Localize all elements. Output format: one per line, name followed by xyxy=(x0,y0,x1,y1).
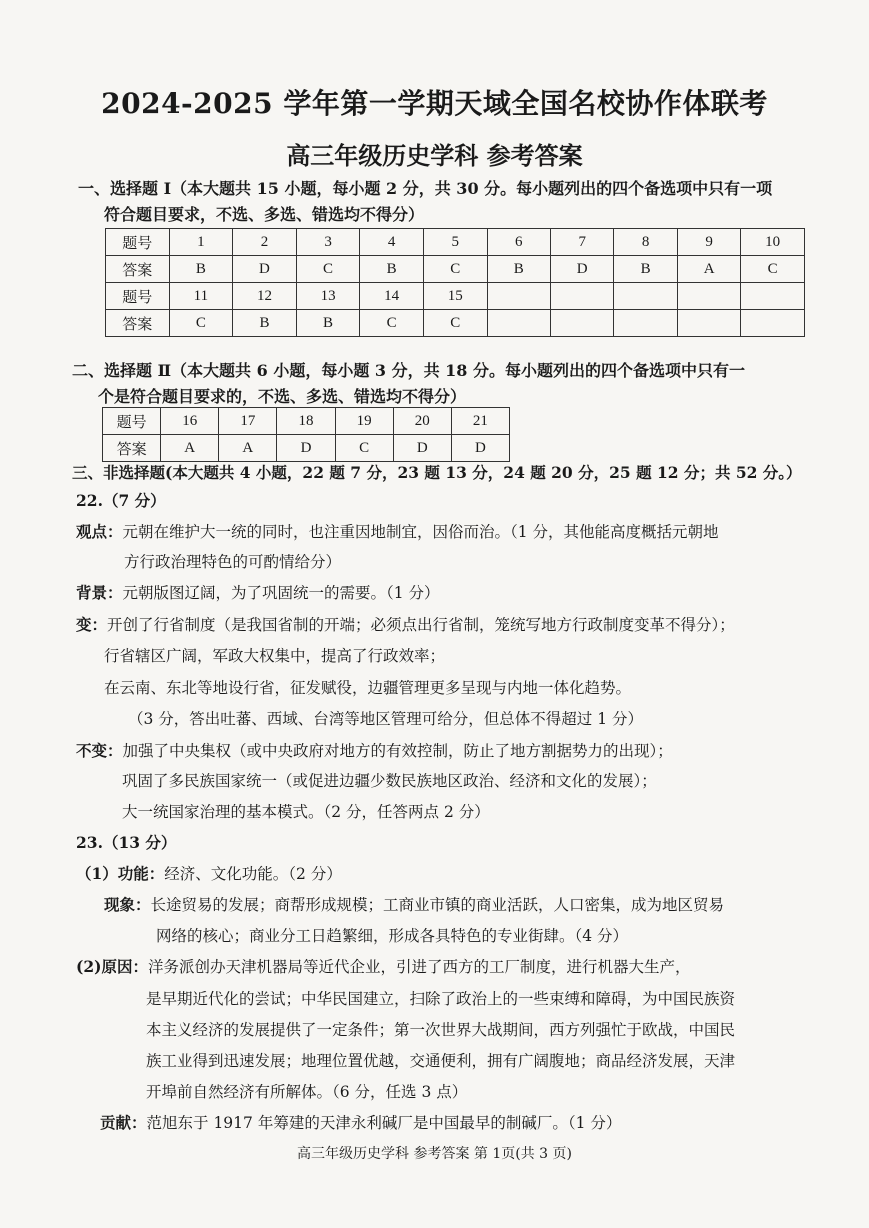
table-cell: 17 xyxy=(219,408,277,435)
table-cell: D xyxy=(550,256,613,283)
table-row xyxy=(106,256,805,283)
table-row xyxy=(103,408,510,435)
table-cell: 1 xyxy=(169,229,233,256)
table-cell: 13 xyxy=(296,283,360,310)
table-cell xyxy=(550,283,613,310)
section2-heading xyxy=(72,358,806,410)
table-cell: 21 xyxy=(451,408,509,435)
table-cell: A xyxy=(677,256,740,283)
q23-phenomenon xyxy=(104,894,724,916)
row-label-question: 题号 xyxy=(103,408,161,435)
table-cell: C xyxy=(423,256,487,283)
table-cell: 16 xyxy=(161,408,219,435)
section2-line2: 个是符合题目要求的，不选、多选、错选均不得分） xyxy=(98,387,467,406)
table-cell xyxy=(741,310,805,337)
unchanged-text-1: 加强了中央集权（或中央政府对地方的有效控制，防止了地方割据势力的出现）； xyxy=(122,742,673,760)
change-text-2: 行省辖区广阔，军政大权集中，提高了行政效率； xyxy=(104,647,446,665)
contribution-text: 范旭东于 1917 年筹建的天津永利碱厂是中国最早的制碱厂。（1 分） xyxy=(146,1114,622,1132)
q22-viewpoint xyxy=(76,521,719,543)
table-cell: 5 xyxy=(423,229,487,256)
table-row xyxy=(103,435,510,462)
table-cell: C xyxy=(423,310,487,337)
table-cell: C xyxy=(296,256,360,283)
table-cell: B xyxy=(487,256,550,283)
row-label-answer: 答案 xyxy=(106,256,170,283)
unchanged-text-2: 巩固了多民族国家统一（或促进边疆少数民族地区政治、经济和文化的发展）； xyxy=(122,772,657,790)
section1-heading xyxy=(78,176,806,228)
table-cell: 14 xyxy=(360,283,424,310)
section3-heading: 三、非选择题(本大题共 4 小题，22 题 7 分，23 题 13 分，24 题 20 分，25 题 12 分；共 52 分。） xyxy=(72,463,802,482)
page-subtitle: 高三年级历史学科 参考答案 xyxy=(286,141,583,170)
part2-text-5: 开埠前自然经济有所解体。（6 分，任选 3 点） xyxy=(146,1083,468,1101)
q22-viewpoint-cont: 方行政治理特色的可酌情给分） xyxy=(124,553,342,571)
row-label-question: 题号 xyxy=(106,229,170,256)
table-cell: A xyxy=(219,435,277,462)
phenomenon-label: 现象： xyxy=(104,895,151,914)
q23-part2 xyxy=(76,956,690,978)
q23-part1 xyxy=(76,863,342,885)
q22-change xyxy=(76,614,735,636)
table-cell: B xyxy=(296,310,360,337)
part1-label: （1）功能： xyxy=(76,864,165,883)
table-row xyxy=(106,229,805,256)
change-text-3: 在云南、东北等地设行省，征发赋役，边疆管理更多呈现与内地一体化趋势。 xyxy=(104,679,632,697)
table-cell: 19 xyxy=(335,408,393,435)
table-cell: 9 xyxy=(677,229,740,256)
section1-line1: 一、选择题 I（本大题共 15 小题，每小题 2 分，共 30 分。每小题列出的四个备选项中只有一项 xyxy=(78,179,773,198)
q23-contribution xyxy=(100,1112,621,1134)
phenomenon-text-1: 长途贸易的发展；商帮形成规模；工商业市镇的商业活跃，人口密集，成为地区贸易 xyxy=(150,896,725,914)
background-label: 背景： xyxy=(76,583,123,602)
table-cell: B xyxy=(614,256,677,283)
table-cell: 6 xyxy=(487,229,550,256)
q22-unchanged xyxy=(76,740,673,762)
table-cell: 10 xyxy=(741,229,805,256)
part2-text-1: 洋务派创办天津机器局等近代企业，引进了西方的工厂制度，进行机器大生产， xyxy=(147,958,691,976)
table-cell: D xyxy=(451,435,509,462)
part1-text: 经济、文化功能。（2 分） xyxy=(164,865,342,883)
table-cell: 18 xyxy=(277,408,335,435)
phenomenon-text-2: 网络的核心；商业分工日趋繁细，形成各具特色的专业街肆。（4 分） xyxy=(156,927,629,945)
unchanged-label: 不变： xyxy=(76,741,123,760)
table-cell: C xyxy=(360,310,424,337)
table-cell: B xyxy=(233,310,297,337)
table-cell xyxy=(487,283,550,310)
table-cell xyxy=(677,310,740,337)
table-cell xyxy=(487,310,550,337)
table-cell: C xyxy=(741,256,805,283)
change-label: 变： xyxy=(76,615,108,634)
viewpoint-label: 观点： xyxy=(76,522,123,541)
table-cell xyxy=(550,310,613,337)
table-cell: 2 xyxy=(233,229,297,256)
viewpoint-text: 元朝在维护大一统的同时，也注重因地制宜，因俗而治。（1 分，其他能高度概括元朝地 xyxy=(122,523,719,541)
table-cell: C xyxy=(335,435,393,462)
table-cell: 15 xyxy=(423,283,487,310)
q22-heading: 22.（7 分） xyxy=(76,491,166,510)
answer-table-2 xyxy=(102,407,510,462)
table-cell: D xyxy=(393,435,451,462)
table-cell: 3 xyxy=(296,229,360,256)
row-label-answer: 答案 xyxy=(106,310,170,337)
contribution-label: 贡献： xyxy=(100,1113,147,1132)
table-cell: A xyxy=(161,435,219,462)
table-cell: C xyxy=(169,310,233,337)
q23-heading: 23.（13 分） xyxy=(76,833,177,852)
row-label-question: 题号 xyxy=(106,283,170,310)
section1-line2: 符合题目要求，不选、多选、错选均不得分） xyxy=(104,205,425,224)
background-text: 元朝版图辽阔，为了巩固统一的需要。（1 分） xyxy=(122,584,440,602)
page-footer: 高三年级历史学科 参考答案 第 1页(共 3 页) xyxy=(297,1146,572,1162)
table-cell xyxy=(741,283,805,310)
table-cell: B xyxy=(169,256,233,283)
part2-label: (2)原因： xyxy=(76,957,148,976)
row-label-answer: 答案 xyxy=(103,435,161,462)
page-title: 2024-2025 学年第一学期天域全国名校协作体联考 xyxy=(101,87,768,120)
table-cell xyxy=(614,310,677,337)
part2-text-3: 本主义经济的发展提供了一定条件；第一次世界大战期间，西方列强忙于欧战，中国民 xyxy=(146,1021,736,1039)
change-text-1: 开创了行省制度（是我国省制的开端；必须点出行省制，笼统写地方行政制度变革不得分）； xyxy=(107,616,735,634)
part2-text-4: 族工业得到迅速发展；地理位置优越，交通便利，拥有广阔腹地；商品经济发展，天津 xyxy=(146,1052,736,1070)
table-cell: D xyxy=(277,435,335,462)
table-row xyxy=(106,310,805,337)
table-cell: 20 xyxy=(393,408,451,435)
table-cell xyxy=(677,283,740,310)
change-text-4: （3 分，答出吐蕃、西域、台湾等地区管理可给分，但总体不得超过 1 分） xyxy=(128,710,644,728)
q22-background xyxy=(76,582,440,604)
table-cell: B xyxy=(360,256,424,283)
table-cell: 7 xyxy=(550,229,613,256)
table-cell xyxy=(614,283,677,310)
table-cell: 12 xyxy=(233,283,297,310)
table-row xyxy=(106,283,805,310)
unchanged-text-3: 大一统国家治理的基本模式。（2 分，任答两点 2 分） xyxy=(122,803,490,821)
answer-table-1 xyxy=(105,228,805,337)
table-cell: 4 xyxy=(360,229,424,256)
section2-line1: 二、选择题 Ⅱ（本大题共 6 小题，每小题 3 分，共 18 分。每小题列出的四个备选项中只有一 xyxy=(72,361,746,380)
part2-text-2: 是早期近代化的尝试；中华民国建立，扫除了政治上的一些束缚和障碍，为中国民族资 xyxy=(146,990,736,1008)
table-cell: 8 xyxy=(614,229,677,256)
table-cell: 11 xyxy=(169,283,233,310)
table-cell: D xyxy=(233,256,297,283)
